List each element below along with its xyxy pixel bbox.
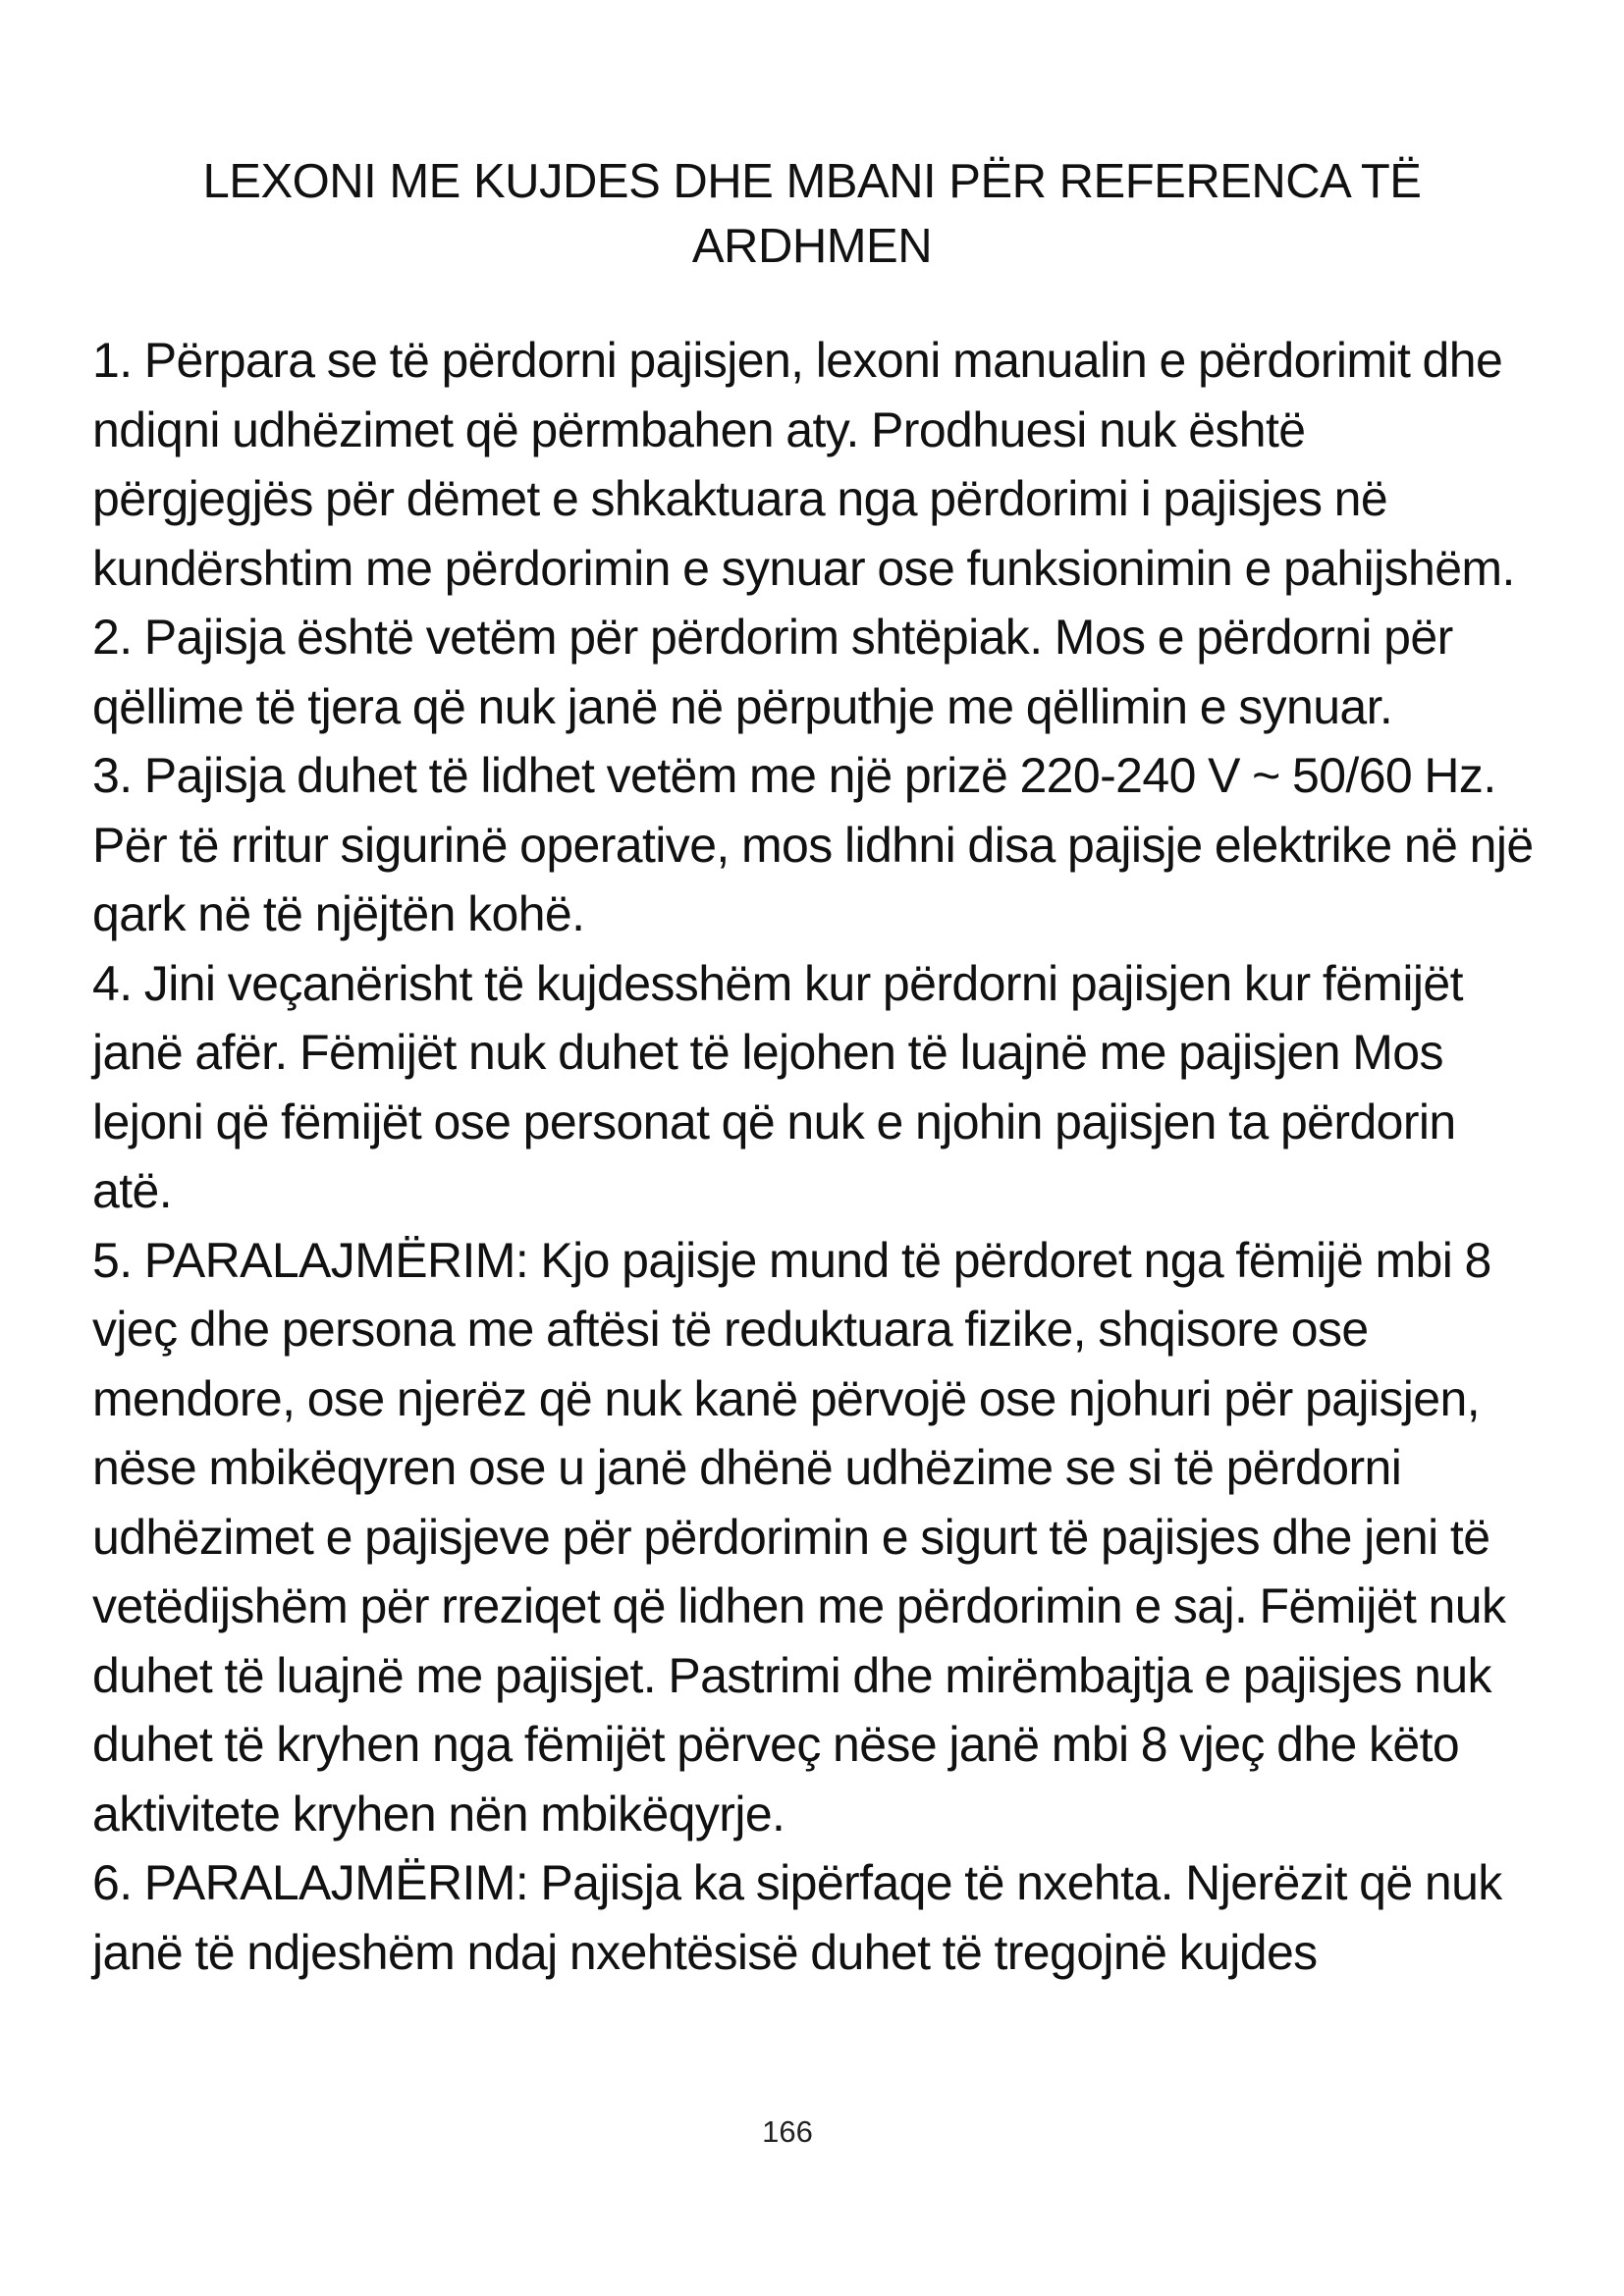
page-number: 166 bbox=[762, 2114, 813, 2149]
instruction-paragraph-6: 6. PARALAJMËRIM: Pajisja ka sipërfaqe të nxehta. Njerëzit që nuk janë të ndjeshëm ndaj nxehtësisë duhet të tregojnë kujdes bbox=[92, 1855, 1502, 1980]
instruction-paragraph-3-note: Për të rritur sigurinë operative, mos lidhni disa pajisje elektrike në një qark në të njëjtën kohë. bbox=[92, 817, 1534, 941]
page-title-line-1: LEXONI ME KUJDES DHE MBANI PËR REFERENCA TË bbox=[202, 155, 1422, 208]
instruction-paragraph-5: 5. PARALAJMËRIM: Kjo pajisje mund të përdoret nga fëmijë mbi 8 vjeç dhe persona me aftësi të reduktuara fizike, shqisore ose mendore, ose njerëz që nuk kanë përvojë ose njohuri për pajisjen, nëse mbikëqyren ose u janë dhënë udhëzime se si të përdorni udhëzimet e pajisjeve për përdorimin e sigurt të pajisjes dhe jeni të vetëdijshëm për rreziqet që lidhen me përdorimin e saj. Fëmijët nuk duhet të luajnë me pajisjet. Pastrimi dhe mirëmbajtja e pajisjes nuk duhet të kryhen nga fëmijët përveç nëse janë mbi 8 vjeç dhe këto aktivitete kryhen nën mbikëqyrje. bbox=[92, 1232, 1506, 1842]
instruction-paragraph-2: 2. Pajisja është vetëm për përdorim shtëpiak. Mos e përdorni për qëllime të tjera që nuk janë në përputhje me qëllimin e synuar. bbox=[92, 610, 1453, 734]
page-title-line-2: ARDHMEN bbox=[691, 220, 933, 273]
page-title bbox=[118, 149, 1506, 279]
instruction-paragraph-1: 1. Përpara se të përdorni pajisjen, lexoni manualin e përdorimit dhe ndiqni udhëzimet që përmbahen aty. Prodhuesi nuk është përgjegjës për dëmet e shkaktuara nga përdorimi i pajisjes në kundërshtim me përdorimin e synuar ose funksionimin e pahijshëm. bbox=[92, 333, 1515, 596]
instruction-paragraph-4: 4. Jini veçanërisht të kujdesshëm kur përdorni pajisjen kur fëmijët janë afër. Fëmijët nuk duhet të lejohen të luajnë me pajisjen Mos lejoni që fëmijët ose personat që nuk e njohin pajisjen ta përdorin atë. bbox=[92, 955, 1463, 1218]
instruction-paragraph-3: 3. Pajisja duhet të lidhet vetëm me një prizë 220-240 V ~ 50/60 Hz. bbox=[92, 748, 1496, 803]
instructions-body bbox=[92, 326, 1536, 1987]
